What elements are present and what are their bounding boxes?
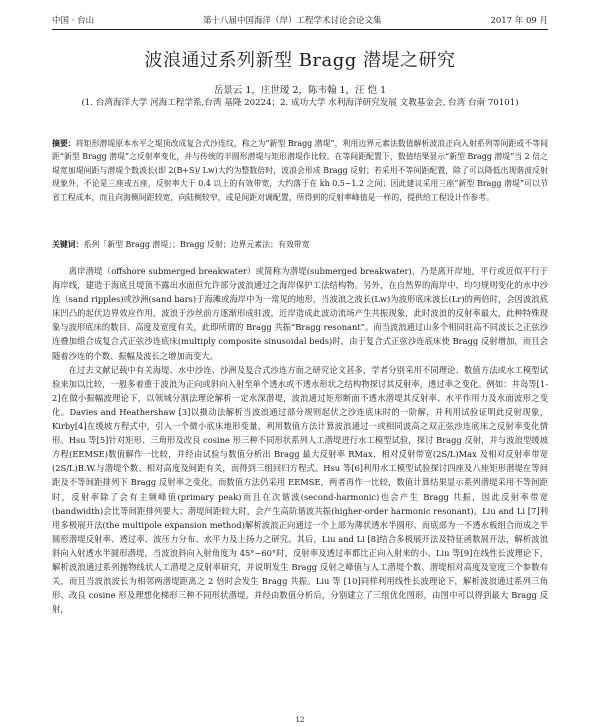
keywords-text: 系列「新型 Bragg 潜堤」；Bragg 反射；边界元素法；有效带宽	[83, 240, 310, 249]
header-rule	[52, 29, 548, 30]
paper-title: 波浪通过系列新型 Bragg 潜堤之研究	[144, 50, 456, 71]
abstract-label: 摘要：	[52, 139, 76, 148]
abstract	[52, 137, 548, 204]
header-proceedings: 第十八届中国海洋（岸）工程学术讨论会论文集	[203, 16, 382, 26]
abstract-text: 将矩形潜堤原本水平之堤顶改成复合式沙连纹，称之为“新型 Bragg 潜堤”，利用边界元素法数值解析波浪正向入射系列等间距或不等间距“新型 Bragg 潜堤”之反射率变化，并与传统的半圆形潜堤与矩形潜堤作比较。在等间距配置下，数值结果显示“新型 Bragg 潜堤”当 2 倍之堤宽加堤间距与潜堤个数波长(即 2(B+S)/ Lw)大约为整数倍时，波浪会形成 Bragg 反射；若采用不等间距配置，除了可以降低出现谐波反射现象外，不论是三座或五座，反射率大于 0.4 以上的有效带宽，大约落于在 kh 0.5~1.2 之间；因此建议采用三座“新型 Bragg 潜堤”可以节省工程成本，而且向海侧间距较宽，向陆侧较窄，或是间距对调配置，所得到的反射率峰值是一样的，提供给工程设计作参考。	[52, 139, 548, 202]
body-text	[52, 264, 548, 616]
affiliation: (1. 台湾海洋大学 河海工程学系,台湾 基隆 20224；2. 成功大学 水利海洋研究发展 文教基金会, 台湾 台南 70101)	[81, 98, 519, 108]
body-paragraph: 离岸潜堤（offshore submerged breakwater）或简称为潜堤(submerged breakwater)，乃是离开岸地，平行或近似平行于海岸线，建造于海底且堤顶不露出水面但允许部分波浪通过之海岸保护工法结构物。另外，在自然界的海岸中，均匀规则变化的水中沙连（sand ripples)或沙洲(sand bars)于海滩或海岸中为一常见的地形，当波浪之波长(Lw)为波形底床波长(Lr)的两倍时，会因波浪底床凹凸的起伏边界效应作用，波浪于沙丝前方逐渐形成驻波，近岸造成此波动流场产生共振现象，此时波浪的反射率最大，此种特殊现象与波形底床的数目、高度及宽度有关，此即所谓的 Bragg 共振“Bragg resonant”。而当波浪通过山多个相同驻高不同波长之正弦沙连叠加组合成复合式正弦沙连底床(multiply composite sinusoidal beds)时，由于复合式正弦沙连底床使 Bragg 反射增加，而且会随着沙连的个数、振幅及波长之增加而变大。	[52, 266, 548, 361]
header-location: 中国 · 台山	[52, 16, 95, 26]
header-date: 2017 年 09 月	[490, 16, 548, 26]
page-number: 12	[295, 716, 305, 724]
keywords-label: 关键词：	[52, 240, 84, 249]
author-list: 岳景云 1，庄世瑷 2，陈韦翰 1，汪 恺 1	[213, 85, 387, 96]
running-header	[52, 14, 548, 26]
keywords	[52, 238, 548, 251]
body-paragraph: 在过去文献记载中有关海堤、水中沙连、沙洲及复合式沙连方面之研究论文甚多，学者分别采用不同理论、数值方法或水工模型试验来加以比较，一般多着重于波浪为正向或斜向入射至单个透水或不透水形状之结构物探讨其反射率，透过率之变化。例如：井岛等[1-2]在做小振幅波理论下，以领域分割法理论解析一定水深潜堤，波浪通过矩形断面不透水潜堤其反射率、水平作用力及水面波形之变化。Davies and Heathershaw [3]以摄动法解析当波浪通过部分规则起伏之沙连底床时的一阶解，并利用试验证明此反射现象，Kirby[4]在缓坡方程式中，引入一个微小底床地形变量，利用数值方法计算波浪通过一或相同波高之双正弦沙连底床之反射率变化情形。Hsu 等[5]针对矩形、三角形及改良 cosine 形三种不同形状系列人工潜堤进行水工模型试验，探讨 Bragg 反射，并与波浪型缓坡方程(EEMSE)数值解作一比较，并经由试验与数值分析出 Bragg 最大反射率 RMax、相对反射带宽(2S/L)Max 及相对反射率带宽(2S/L)B.W.与潜堤个数、相对高度及间距有关，而得到三组回归方程式。Hsu 等[6]利用水工模型试验探讨四座及八座矩形潜堤在等间距及不等间距排列下 Bragg 反射率之变化，而数值方法仍采用 EEMSE，两者再作一比较，数值计算结果显示系列潜堤采用不等间距时，反射率除了会有主频峰值(primary peak)而且在次谐波(second-harmonic)也会产生 Bragg 共振，因此反射率带宽(bandwidth)会比等间距排列要大；潜堤间距较大时，会产生高阶谐波共振(higher-order harmonic resonant)。Liu and Li [7]利用多极展开法(the multipole expansion method)解析波浪正向通过一个上部为薄状透水半圆形、而底部为一不透水板组合而成之半圆形潜堤反射率、透过率、波压力分布、水平力及上扬力之研究。其后，Liu and Li [8]结合多极展开法及特征函数展开法，解析波浪斜向入射透水半圆形潜堤，当波浪斜向入射角度为 45°~60°时，反射率及透过率都比正向入射来的小。Liu 等[9]在线性长波理论下，解析波浪通过系列抛物线状人工潜堤之反射率研究，并说明发生 Bragg 反射之峰值与人工潜堤个数、潜堤相对高度及宽度三个参数有关，而且当波浪波长为相邻两潜堤距离之 2 倍时会发生 Bragg 共振。Liu 等 [10]同样利用线性长波理论下，解析波浪通过系列三角形、改良 cosine 形及理想化梯形三种不同形状潜堤。并经由数值分析后，分别建立了三组优化图形，由图中可以得到最大 Bragg 反射，	[52, 364, 548, 615]
